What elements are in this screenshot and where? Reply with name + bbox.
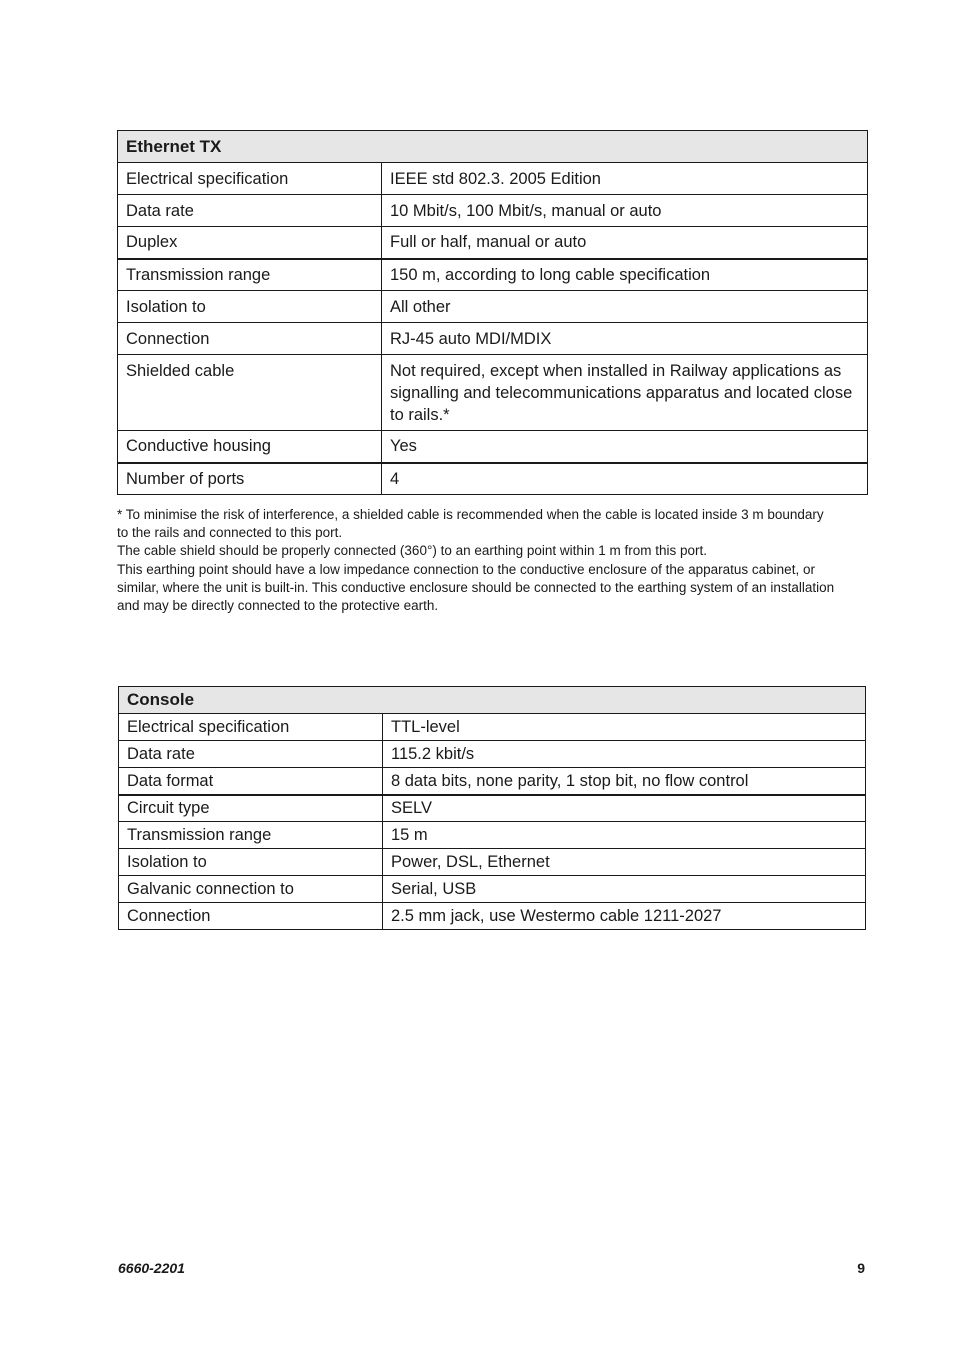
row-value: All other — [382, 291, 868, 323]
row-value: 8 data bits, none parity, 1 stop bit, no flow control — [383, 768, 866, 795]
row-value: RJ-45 auto MDI/MDIX — [382, 323, 868, 355]
table-row — [119, 903, 866, 930]
row-label: Electrical specification — [118, 163, 382, 195]
table-row — [118, 259, 868, 291]
row-value: Full or half, manual or auto — [382, 227, 868, 259]
footnote-text: This earthing point should have a low impedance connection to the conductive enclosure of the apparatus cabinet, or similar, where the unit is built-in. This conductive enclosure should be connected to the earthing system of an installation and may be directly connected to the protective earth. — [117, 561, 835, 614]
row-value: Power, DSL, Ethernet — [383, 849, 866, 876]
row-label: Isolation to — [119, 849, 383, 876]
row-label: Transmission range — [119, 822, 383, 849]
table-row — [119, 714, 866, 741]
table-row — [118, 323, 868, 355]
table-row — [119, 795, 866, 822]
row-label: Connection — [119, 903, 383, 930]
table-row — [118, 163, 868, 195]
row-value: Not required, except when installed in Railway applications as signalling and telecommunications apparatus and located close to rails.* — [382, 355, 868, 431]
row-value: TTL-level — [383, 714, 866, 741]
row-value: Yes — [382, 431, 868, 463]
footnote-block — [117, 506, 837, 615]
row-value: 150 m, according to long cable specification — [382, 259, 868, 291]
table-row — [119, 849, 866, 876]
row-label: Isolation to — [118, 291, 382, 323]
table-header-row — [118, 131, 868, 163]
table-row — [118, 227, 868, 259]
ethernet-tx-title: Ethernet TX — [118, 131, 868, 163]
row-value: SELV — [383, 795, 866, 822]
row-value: 10 Mbit/s, 100 Mbit/s, manual or auto — [382, 195, 868, 227]
row-label: Number of ports — [118, 463, 382, 495]
row-label: Conductive housing — [118, 431, 382, 463]
console-title: Console — [119, 687, 866, 714]
row-label: Data rate — [118, 195, 382, 227]
row-label: Duplex — [118, 227, 382, 259]
row-value: IEEE std 802.3. 2005 Edition — [382, 163, 868, 195]
ethernet-tx-table — [117, 130, 868, 495]
document-number: 6660-2201 — [118, 1260, 185, 1276]
console-table — [118, 686, 866, 930]
page-number: 9 — [857, 1260, 865, 1276]
row-value: Serial, USB — [383, 876, 866, 903]
row-value: 115.2 kbit/s — [383, 741, 866, 768]
table-row — [118, 463, 868, 495]
row-label: Circuit type — [119, 795, 383, 822]
row-label: Electrical specification — [119, 714, 383, 741]
row-label: Data rate — [119, 741, 383, 768]
table-row — [118, 291, 868, 323]
row-value: 2.5 mm jack, use Westermo cable 1211-2027 — [383, 903, 866, 930]
footnote-text: The cable shield should be properly connected (360°) to an earthing point within 1 m from this port. — [117, 543, 707, 559]
table-row — [119, 768, 866, 795]
table-row — [119, 876, 866, 903]
row-label: Shielded cable — [118, 355, 382, 431]
row-label: Galvanic connection to — [119, 876, 383, 903]
table-row — [118, 431, 868, 463]
table-row — [119, 822, 866, 849]
row-value: 15 m — [383, 822, 866, 849]
table-header-row — [119, 687, 866, 714]
row-label: Data format — [119, 768, 383, 795]
footnote-text: * To minimise the risk of interference, a shielded cable is recommended when the cable is located inside 3 m boundary to the rails and connected to this port. — [117, 507, 824, 541]
row-value: 4 — [382, 463, 868, 495]
row-label: Connection — [118, 323, 382, 355]
table-row — [118, 355, 868, 431]
row-label: Transmission range — [118, 259, 382, 291]
table-row — [119, 741, 866, 768]
table-row — [118, 195, 868, 227]
